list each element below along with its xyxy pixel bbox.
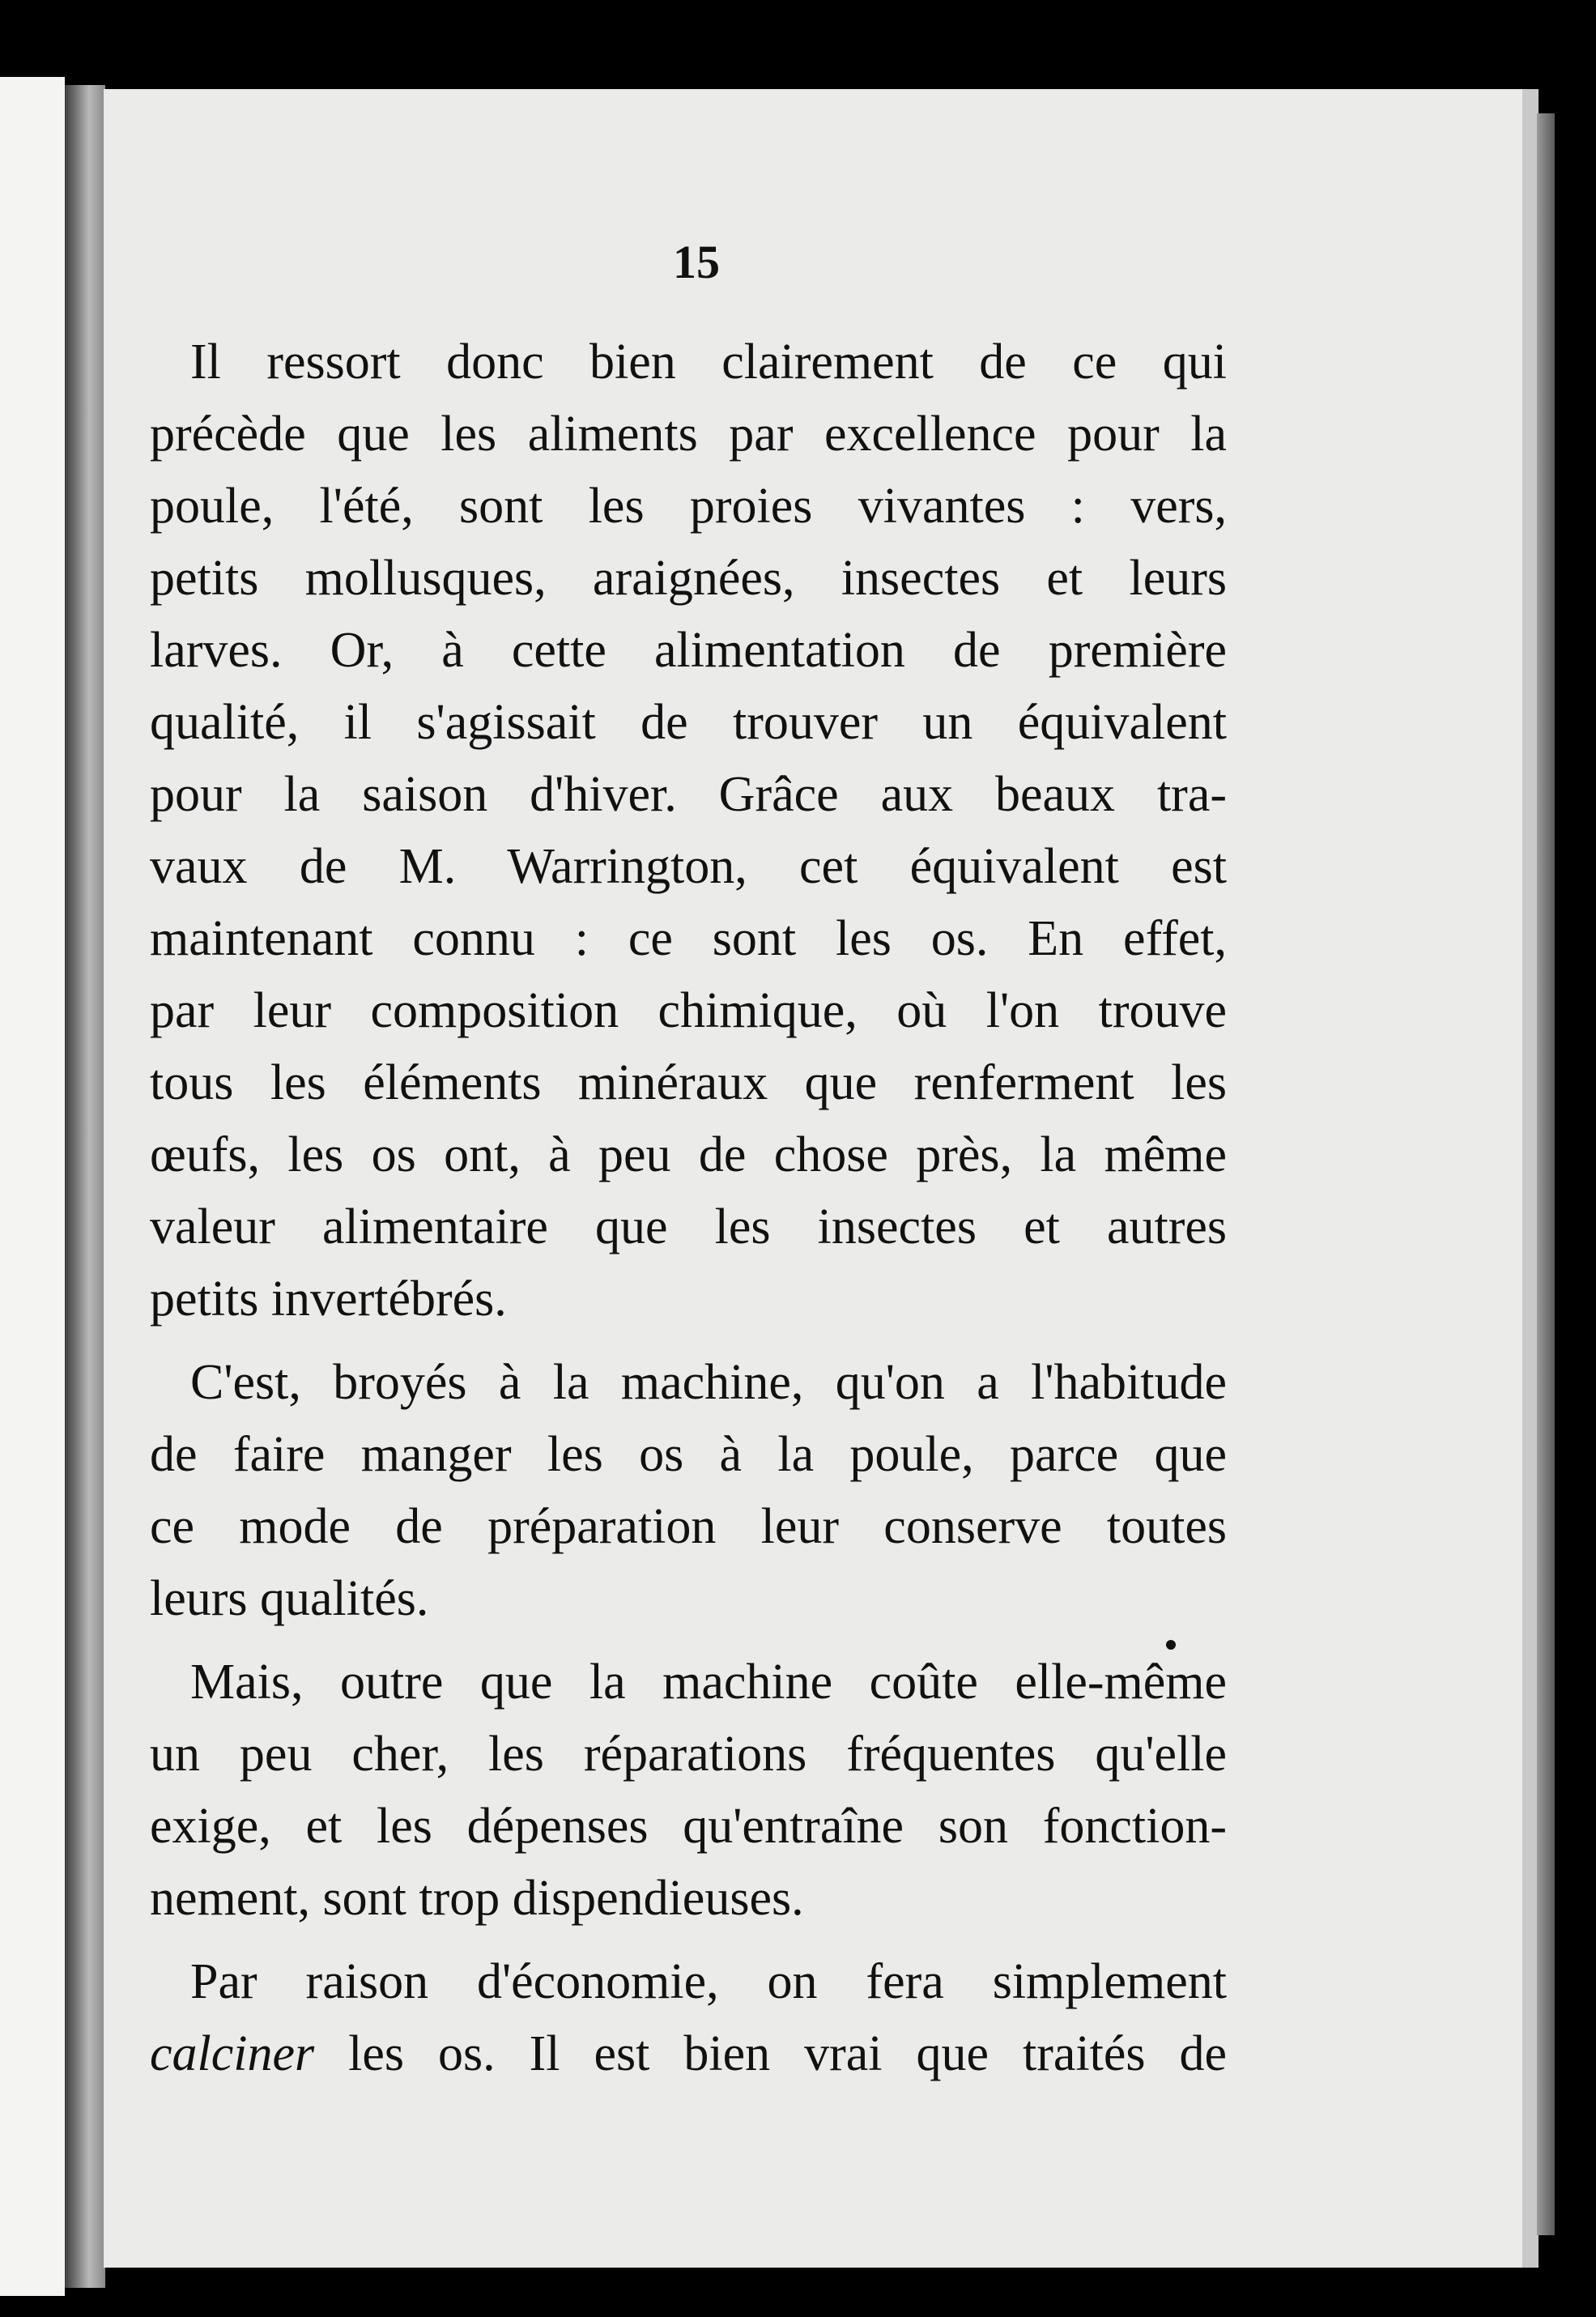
text-line: C'est, broyés à la machine, qu'on a l'habitude <box>190 1355 1227 1410</box>
paragraph-3 <box>150 1646 1227 1935</box>
paragraph-1 <box>150 326 1227 1335</box>
text-line: un peu cher, les réparations fréquentes qu'elle <box>150 1727 1227 1782</box>
text-line: valeur alimentaire que les insectes et autres <box>150 1199 1227 1254</box>
text-line: tous les éléments minéraux que renferment les <box>150 1055 1227 1110</box>
text-line: Il ressort donc bien clairement de ce qui <box>190 334 1227 390</box>
text-line: poule, l'été, sont les proies vivantes : vers, <box>150 479 1227 534</box>
text-line: nement, sont trop dispendieuses. <box>150 1871 804 1926</box>
text-line-mixed <box>150 2018 1227 2090</box>
text-line: de faire manger les os à la poule, parce que <box>150 1427 1227 1482</box>
page-text-block <box>150 235 1227 2090</box>
text-line: exige, et les dépenses qu'entraîne son fonction- <box>150 1799 1227 1854</box>
text-line-rest: les os. Il est bien vrai que traités de <box>314 2026 1227 2081</box>
text-line: œufs, les os ont, à peu de chose près, la même <box>150 1127 1227 1182</box>
text-line: précède que les aliments par excellence pour la <box>150 407 1227 462</box>
text-line: larves. Or, à cette alimentation de première <box>150 623 1227 678</box>
right-page-edge <box>1537 113 1555 2235</box>
text-line: vaux de M. Warrington, cet équivalent est <box>150 839 1227 894</box>
text-line: petits mollusques, araignées, insectes et leurs <box>150 551 1227 606</box>
text-line: par leur composition chimique, où l'on trouve <box>150 983 1227 1038</box>
text-line: ce mode de préparation leur conserve toutes <box>150 1499 1227 1554</box>
text-line: pour la saison d'hiver. Grâce aux beaux tra- <box>150 767 1227 822</box>
italic-word: calciner <box>150 2026 315 2081</box>
text-line: leurs qualités. <box>150 1571 429 1626</box>
left-page-edge <box>0 77 65 2296</box>
paragraph-4 <box>150 1946 1227 2090</box>
ink-dot-mark <box>1166 1640 1176 1650</box>
text-line: Mais, outre que la machine coûte elle-même <box>190 1655 1227 1710</box>
text-line: petits invertébrés. <box>150 1271 507 1327</box>
text-line: qualité, il s'agissait de trouver un équivalent <box>150 695 1227 750</box>
text-line: Par raison d'économie, on fera simplement <box>190 1954 1227 2009</box>
book-spine <box>65 85 105 2288</box>
paragraph-2 <box>150 1347 1227 1635</box>
page-number: 15 <box>673 236 720 288</box>
text-line: maintenant connu : ce sont les os. En effet, <box>150 911 1227 966</box>
